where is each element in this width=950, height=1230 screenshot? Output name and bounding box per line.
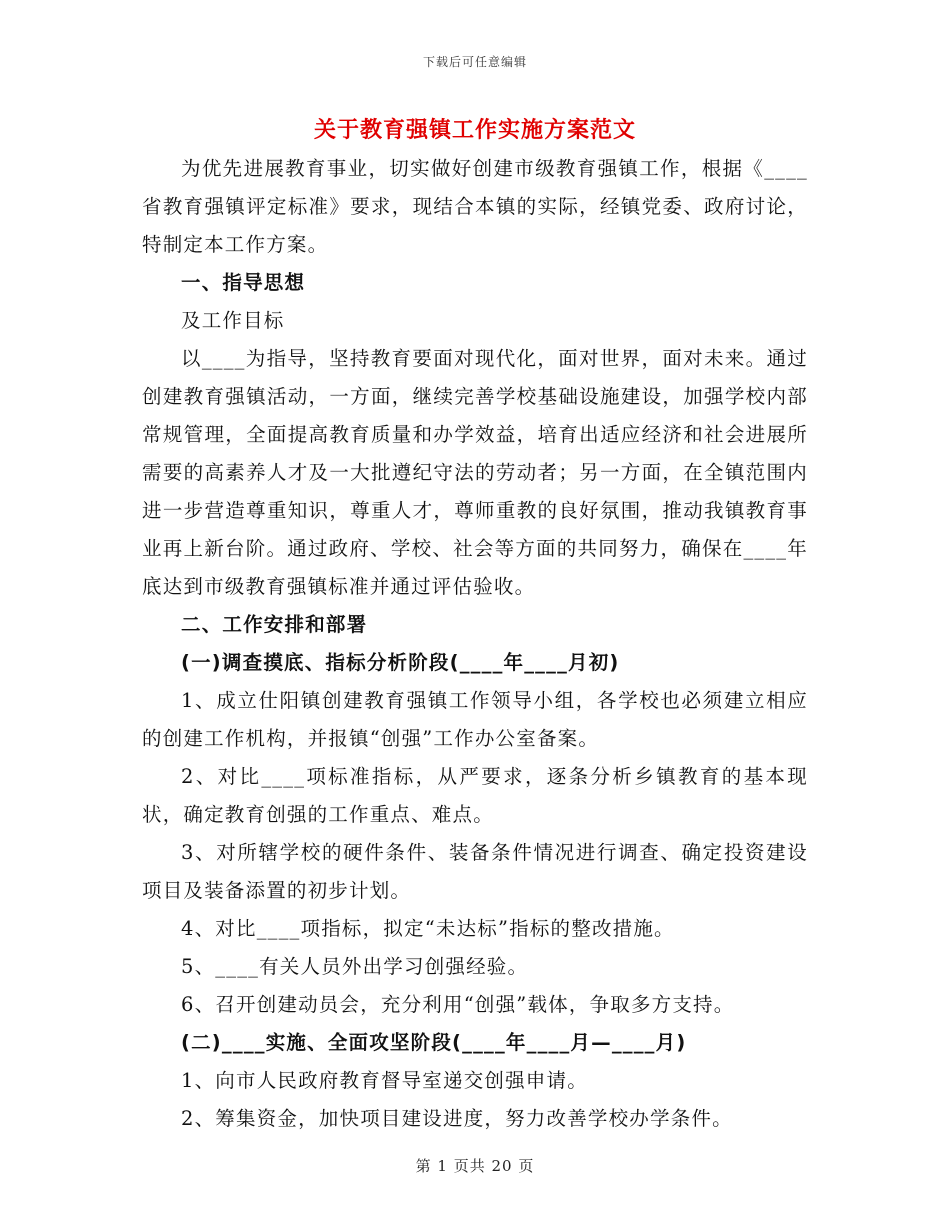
phase1-item-6: 6、召开创建动员会，充分利用“创强”载体，争取多方支持。 — [181, 993, 735, 1016]
section1-body: 以____为指导，坚持教育要面对现代化，面对世界，面对未来。通过创建教育强镇活动，一方面，继续完善学校基础设施建设，加强学校内部常规管理，全面提高教育质量和办学效益，培育出适应经济和社会进展所需要的高素养人才及一大批遵纪守法的劳动者；另一方面，在全镇范围内进一步营造尊重知识，尊重人才，尊师重教的良好氛围，推动我镇教育事业再上新台阶。通过政府、学校、社会等方面的共同努力，确保在____年底达到市级教育强镇标准并通过评估验收。 — [142, 347, 808, 598]
phase1-item-4: 4、对比____项指标，拟定“未达标”指标的整改措施。 — [181, 917, 675, 940]
section2-heading: 二、工作安排和部署 — [181, 613, 368, 636]
phase1-item-1: 1、成立仕阳镇创建教育强镇工作领导小组，各学校也必须建立相应的创建工作机构，并报镇“创强”工作办公室备案。 — [142, 689, 808, 750]
phase1-heading: (一)调查摸底、指标分析阶段(____年____月初) — [181, 651, 620, 674]
phase1-item-3: 3、对所辖学校的硬件条件、装备条件情况进行调查、确定投资建设项目及装备添置的初步计划。 — [142, 841, 808, 902]
section1-subheading: 及工作目标 — [181, 309, 285, 332]
phase1-item-2: 2、对比____项标准指标，从严要求，逐条分析乡镇教育的基本现状，确定教育创强的工作重点、难点。 — [142, 765, 808, 826]
page-footer: 第 1 页共 20 页 — [415, 1157, 535, 1175]
phase2-heading: (二)____实施、全面攻坚阶段(____年____月—____月) — [181, 1031, 687, 1054]
section1-heading: 一、指导思想 — [181, 271, 306, 294]
header-note: 下载后可任意编辑 — [422, 55, 527, 69]
intro-paragraph: 为优先进展教育事业，切实做好创建市级教育强镇工作，根据《____省教育强镇评定标准》要求，现结合本镇的实际，经镇党委、政府讨论，特制定本工作方案。 — [142, 157, 808, 256]
document-body — [142, 150, 808, 1138]
document-title: 关于教育强镇工作实施方案范文 — [313, 118, 636, 143]
phase2-item-2: 2、筹集资金，加快项目建设进度，努力改善学校办学条件。 — [181, 1107, 733, 1130]
phase2-item-1: 1、向市人民政府教育督导室递交创强申请。 — [181, 1069, 588, 1092]
phase1-item-5: 5、____有关人员外出学习创强经验。 — [181, 955, 529, 978]
